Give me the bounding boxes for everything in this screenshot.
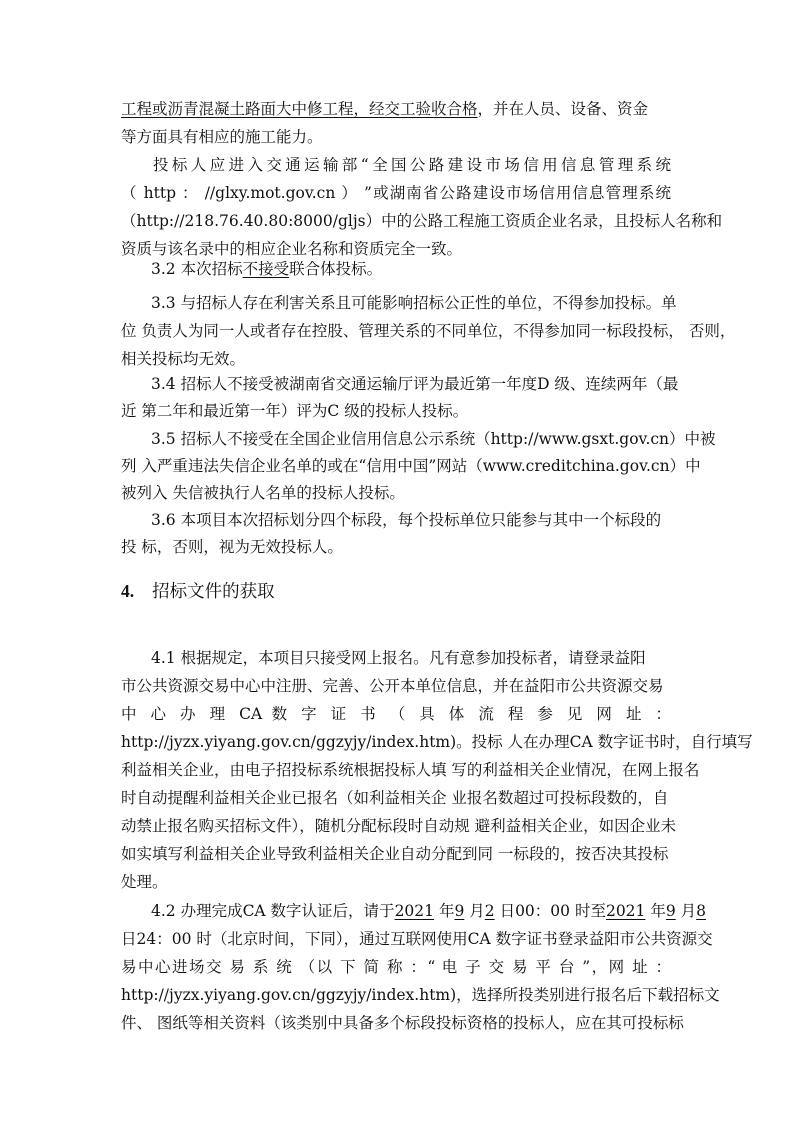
text-line: 日24：00 时（北京时间，下同），通过互联网使用CA 数字证书登录益阳市公共资源交 (121, 930, 713, 948)
text-line: 投标人应进入交通运输部“全国公路建设市场信用信息管理系统 (153, 156, 671, 174)
text-span: 年 (434, 902, 455, 920)
text-line: 4.1 根据规定，本项目只接受网上报名。凡有意参加投标者，请登录益阳 (151, 649, 646, 667)
text-span: 年 (645, 902, 666, 920)
text-line: 时自动提醒利益相关企业已报名（如利益相关企 业报名数超过可投标段数的，自 (121, 789, 669, 807)
text-line: 3.5 招标人不接受在全国企业信用信息公示系统（http://www.gsxt.gov.cn）中被 (151, 430, 716, 448)
text-line: 列 入严重违法失信企业名单的或在“信用中国”网站（www.creditchina.gov.cn）中 (121, 457, 701, 475)
text-span: 3.2 本次招标 (151, 260, 243, 278)
underlined-text: 8 (696, 902, 707, 920)
text-span: 日00：00 时至 (494, 902, 606, 920)
text-line (151, 258, 701, 282)
text-line: 位 负责人为同一人或者存在控股、管理关系的不同单位，不得参加同一标段投标， 否则， (121, 322, 736, 340)
section-heading (121, 580, 671, 604)
section-title: 招标文件的获取 (152, 582, 275, 602)
underlined-text: 9 (665, 902, 676, 920)
text-line: http://jyzx.yiyang.gov.cn/ggzyjy/index.htm)。投标 人在办理CA 数字证书时，自行填写 (121, 733, 753, 751)
text-line: 件、 图纸等相关资料（该类别中具备多个标段投标资格的投标人，应在其可投标标 (121, 1014, 684, 1032)
text-span: 4.2 办理完成CA 数字认证后，请于 (151, 902, 395, 920)
text-line: 等方面具有相应的施工能力。 (121, 128, 323, 146)
section-number: 4. (121, 581, 135, 601)
text-line: 近 第二年和最近第一年）评为C 级的投标人投标。 (121, 402, 469, 420)
text-line: 投 标，否则，视为无效投标人。 (121, 538, 343, 556)
text-line: 中 心 办 理 CA 数 字 证 书 （ 具 体 流 程 参 见 网 址 ： (121, 705, 671, 723)
underlined-text: 2021 (394, 902, 435, 920)
text-line: 如实填写利益相关企业导致利益相关企业自动分配到同 一标段的，按否决其投标 (121, 845, 669, 863)
text-span: 联合体投标。 (289, 260, 383, 278)
text-line: 被列入 失信被执行人名单的投标人投标。 (121, 484, 405, 502)
underlined-text: 不接受 (242, 260, 290, 278)
underlined-text: 2021 (605, 902, 646, 920)
text-line: 动禁止报名购买招标文件），随机分配标段时自动规 避利益相关企业，如因企业未 (121, 817, 677, 835)
text-line: http://jyzx.yiyang.gov.cn/ggzyjy/index.htm)，选择所投类别进行报名后下载招标文 (121, 986, 720, 1004)
text-line: 处理。 (121, 873, 168, 891)
underlined-text: 2 (484, 902, 495, 920)
text-line: （http://218.76.40.80:8000/gljs）中的公路工程施工资质企业名录，且投标人名称和 (121, 212, 723, 230)
text-line: 市公共资源交易中心中注册、完善、公开本单位信息，并在益阳市公共资源交易 (121, 677, 664, 695)
text-line: （ http ： //glxy.mot.gov.cn ） ”或湖南省公路建设市场信用信息管理系统 (121, 184, 671, 202)
text-line: 3.4 招标人不接受被湖南省交通运输厅评为最近第一年度D 级、连续两年（最 (151, 375, 679, 393)
text-line: 易中心进场交 易 系 统 （以 下 简 称 ：“ 电 子 交 易 平 台 ”，网 址 ： (121, 958, 671, 976)
text-line: 利益相关企业，由电子招投标系统根据投标人填 写的利益相关企业情况，在网上报名 (121, 761, 700, 779)
text-line: 3.3 与招标人存在利害关系且可能影响招标公正性的单位，不得参加投标。单 (151, 294, 677, 312)
underlined-text: 工程或沥青混凝土路面大中修工程，经交工验收合格 (121, 100, 478, 118)
text-line: 3.6 本项目本次招标划分四个标段，每个投标单位只能参与其中一个标段的 (151, 511, 662, 529)
text-span: ，并在人员、设备、资金 (477, 100, 649, 118)
text-span: 月 (675, 902, 697, 920)
text-line: 相关投标均无效。 (121, 350, 246, 368)
text-line (121, 98, 671, 122)
text-line (151, 900, 707, 924)
underlined-text: 9 (454, 902, 465, 920)
text-line: 资质与该名录中的相应企业名称和资质完全一致。 (121, 240, 463, 258)
text-span: 月 (464, 902, 485, 920)
